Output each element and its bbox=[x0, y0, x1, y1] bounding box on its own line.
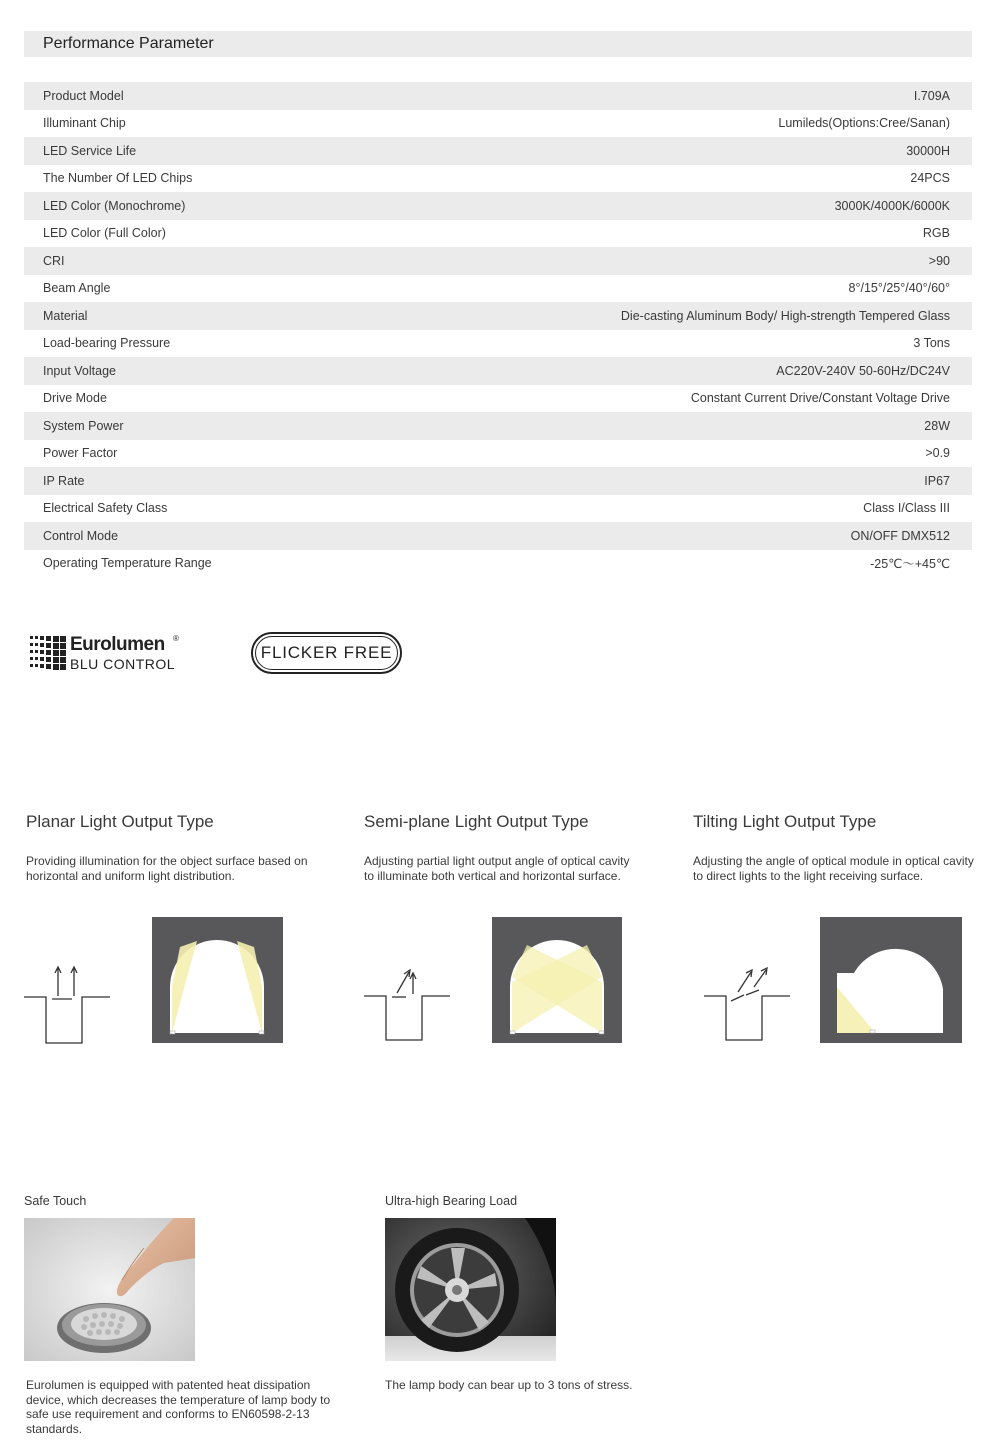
output-type-planar bbox=[26, 812, 316, 883]
feature-desc-bearing-load: The lamp body can bear up to 3 tons of stress. bbox=[385, 1378, 633, 1392]
performance-title: Performance Parameter bbox=[24, 31, 972, 57]
output-type-semi-plane bbox=[364, 812, 636, 883]
semi-plane-light-panel bbox=[492, 917, 622, 1043]
bearing-load-image bbox=[385, 1218, 556, 1361]
param-value: RGB bbox=[922, 226, 950, 241]
param-label: Load-bearing Pressure bbox=[43, 336, 171, 351]
param-row bbox=[24, 137, 972, 165]
param-value: Class I/Class III bbox=[863, 501, 950, 516]
param-label: Operating Temperature Range bbox=[43, 556, 212, 571]
param-value: >90 bbox=[928, 253, 950, 268]
param-label: LED Color (Full Color) bbox=[43, 226, 166, 241]
param-value: Lumileds(Options:Cree/Sanan) bbox=[778, 116, 950, 131]
eurolumen-name: Eurolumen bbox=[70, 634, 165, 655]
param-label: System Power bbox=[43, 418, 124, 433]
param-row bbox=[24, 385, 972, 413]
flicker-free-text: FLICKER FREE bbox=[255, 636, 398, 670]
param-label: Drive Mode bbox=[43, 391, 107, 406]
semi-plane-cavity-diagram bbox=[362, 960, 452, 1050]
param-value: 24PCS bbox=[910, 171, 950, 186]
param-row bbox=[24, 522, 972, 550]
eurolumen-grid-icon bbox=[30, 636, 66, 672]
param-label: Input Voltage bbox=[43, 363, 116, 378]
param-value: I.709A bbox=[913, 88, 950, 103]
param-value: -25℃～+45℃ bbox=[870, 557, 950, 572]
param-label: LED Color (Monochrome) bbox=[43, 198, 186, 213]
param-value: 3000K/4000K/6000K bbox=[834, 198, 950, 213]
param-row bbox=[24, 82, 972, 110]
output-type-desc: Providing illumination for the object surface based on horizontal and uniform light distribution. bbox=[26, 854, 308, 883]
param-label: Material bbox=[43, 308, 88, 323]
tilting-cavity-diagram bbox=[702, 960, 792, 1050]
output-type-tilting bbox=[693, 812, 978, 883]
safe-touch-image bbox=[24, 1218, 195, 1361]
param-row bbox=[24, 220, 972, 248]
param-row bbox=[24, 110, 972, 138]
param-row bbox=[24, 550, 972, 578]
param-value: >0.9 bbox=[925, 446, 950, 461]
param-label: Illuminant Chip bbox=[43, 116, 126, 131]
output-type-title: Tilting Light Output Type bbox=[693, 812, 877, 831]
output-type-desc: Adjusting the angle of optical module in optical cavity to direct lights to the light receiving surface. bbox=[693, 854, 974, 883]
output-type-desc: Adjusting partial light output angle of optical cavity to illuminate both vertical and horizontal surface. bbox=[364, 854, 630, 883]
param-label: LED Service Life bbox=[43, 143, 137, 158]
param-row bbox=[24, 165, 972, 193]
output-type-title: Semi-plane Light Output Type bbox=[364, 812, 589, 831]
param-label: Electrical Safety Class bbox=[43, 501, 168, 516]
registered-mark: ® bbox=[173, 634, 179, 643]
param-label: IP Rate bbox=[43, 473, 85, 488]
output-type-title: Planar Light Output Type bbox=[26, 812, 214, 831]
param-value: IP67 bbox=[924, 473, 950, 488]
parameter-table bbox=[24, 82, 972, 577]
param-label: Beam Angle bbox=[43, 281, 111, 296]
param-value: 28W bbox=[924, 418, 950, 433]
param-row bbox=[24, 440, 972, 468]
param-value: AC220V-240V 50-60Hz/DC24V bbox=[776, 363, 950, 378]
param-label: Control Mode bbox=[43, 528, 119, 543]
param-row bbox=[24, 192, 972, 220]
feature-title-bearing-load: Ultra-high Bearing Load bbox=[385, 1194, 518, 1208]
param-row bbox=[24, 357, 972, 385]
param-row bbox=[24, 247, 972, 275]
feature-desc-safe-touch: Eurolumen is equipped with patented heat dissipation device, which decreases the temperature of lamp body to safe use requirement and conforms to EN60598-2-13 standards. bbox=[26, 1378, 331, 1436]
planar-light-panel bbox=[152, 917, 283, 1043]
flicker-free-badge bbox=[251, 632, 402, 674]
param-label: Power Factor bbox=[43, 446, 118, 461]
param-value: Die-casting Aluminum Body/ High-strength Tempered Glass bbox=[620, 308, 950, 323]
eurolumen-subtitle: BLU CONTROL bbox=[70, 656, 176, 672]
param-value: 3 Tons bbox=[913, 336, 950, 351]
param-value: Constant Current Drive/Constant Voltage Drive bbox=[690, 391, 950, 406]
param-row bbox=[24, 275, 972, 303]
feature-title-safe-touch: Safe Touch bbox=[24, 1194, 87, 1208]
eurolumen-logo bbox=[30, 634, 200, 674]
param-value: 30000H bbox=[906, 143, 950, 158]
param-label: The Number Of LED Chips bbox=[43, 171, 193, 186]
tilting-light-panel bbox=[820, 917, 962, 1043]
param-label: CRI bbox=[43, 253, 65, 268]
param-row bbox=[24, 467, 972, 495]
param-row bbox=[24, 302, 972, 330]
param-value: ON/OFF DMX512 bbox=[850, 528, 950, 543]
param-row bbox=[24, 495, 972, 523]
param-row bbox=[24, 330, 972, 358]
param-value: 8°/15°/25°/40°/60° bbox=[848, 281, 950, 296]
param-label: Product Model bbox=[43, 88, 124, 103]
planar-cavity-diagram bbox=[22, 960, 112, 1050]
param-row bbox=[24, 412, 972, 440]
